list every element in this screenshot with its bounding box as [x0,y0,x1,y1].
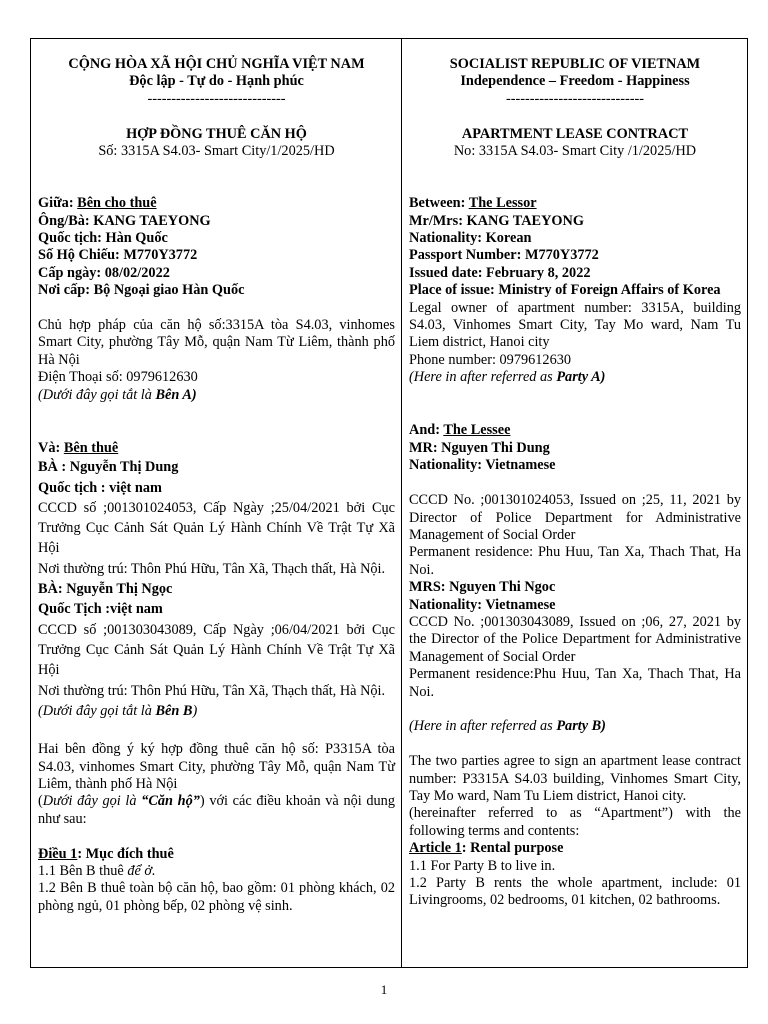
en-contract-title: APARTMENT LEASE CONTRACT [461,125,689,142]
en-between-label: Between: [409,195,469,212]
vi-apartment-definition [38,793,395,828]
vi-party-a-name: Bên A) [155,386,197,403]
en-lessee2-nationality: Nationality: Vietnamese [409,596,556,613]
vi-motto: Độc lập - Tự do - Hạnh phúc [129,73,304,90]
en-party-a-name: Party A) [556,369,606,386]
vi-article1-heading [38,846,395,863]
en-lessor-label: The Lessor [468,195,537,212]
page-number: 1 [380,982,388,997]
en-lessee2-residence: Permanent residence:Phu Huu, Tan Xa, Thach That, Ha Noi. [409,666,741,700]
vi-lessee2-name: BÀ: Nguyễn Thị Ngọc [38,581,173,598]
vi-lessor-label: Bên cho thuê [77,195,157,212]
vi-contract-number: Số: 3315A S4.03- Smart City/1/2025/HD [98,143,335,160]
en-article1-1: 1.1 For Party B to live in. [409,857,556,874]
vietnamese-column [31,39,402,967]
en-party-a-prefix: (Here in after referred as [409,369,557,386]
vi-article1-1-italic: để ở. [127,862,156,879]
en-article1-2: 1.2 Party B rents the whole apartment, include: 01 Livingrooms, 02 bedrooms, 01 kitchen, 02 bathrooms. [409,875,741,909]
en-and-line [409,422,741,439]
vi-apt-italic: Dưới đây gọi là [42,793,142,810]
en-party-b-prefix: (Here in after referred as [409,718,557,735]
vi-lessee2-nationality: Quốc Tịch :việt nam [38,601,163,618]
en-lessor-phone: Phone number: 0979612630 [409,351,572,368]
vi-party-a-prefix: (Dưới đây gọi tắt là [38,386,156,403]
vi-country-heading: CỘNG HÒA XÃ HỘI CHỦ NGHĨA VIỆT NAM [68,56,365,72]
bilingual-contract-table [30,38,748,968]
vi-lessee1-id: CCCD số ;001301024053, Cấp Ngày ;25/04/2021 bởi Cục Trưởng Cục Cảnh Sát Quản Lý Hành Chính Về Trật Tự Xã Hội [38,499,395,557]
vi-lessor-name: Ông/Bà: KANG TAEYONG [38,212,211,229]
en-lessee1-nationality: Nationality: Vietnamese [409,457,556,474]
en-and-label: And: [409,422,444,439]
en-lessee1-residence: Permanent residence: Phu Huu, Tan Xa, Thach That, Ha Noi. [409,544,741,578]
en-between-line [409,195,741,212]
en-party-b-line [409,718,741,735]
vi-apt-suffix: ) với các điều khoản và nội dung như sau: [38,793,395,827]
en-country-heading: SOCIALIST REPUBLIC OF VIETNAM [449,56,701,72]
vi-and-label: Và: [38,439,64,456]
en-motto: Independence – Freedom - Happiness [460,73,690,90]
en-lessor-passport: Passport Number: M770Y3772 [409,247,599,264]
english-column [402,39,747,967]
en-lessor-owner: Legal owner of apartment number: 3315A, building S4.03, Vinhomes Smart City, Tay Mo ward, Nam Tu Liem district, Hanoi city [409,299,741,351]
vi-lessee1-residence: Nơi thường trú: Thôn Phú Hữu, Tân Xã, Thạch thất, Hà Nội. [38,560,386,577]
vi-article1-1 [38,863,395,880]
vi-divider: ----------------------------- [147,90,286,107]
en-lessor-name: Mr/Mrs: KANG TAEYONG [409,212,584,229]
en-article1-number: Article 1 [409,840,462,857]
vi-party-b-line [38,701,395,721]
en-party-a-line [409,369,741,386]
en-contract-number: No: 3315A S4.03- Smart City /1/2025/HD [453,143,697,160]
en-lessee1-name: MR: Nguyen Thi Dung [409,439,550,456]
vi-article1-title: : Mục đích thuê [77,845,174,862]
vi-party-b-name: Bên B [155,702,193,719]
vi-lessee1-nationality: Quốc tịch : việt nam [38,479,162,496]
vi-lessor-passport: Số Hộ Chiếu: M770Y3772 [38,247,198,264]
vi-lessor-place: Nơi cấp: Bộ Ngoại giao Hàn Quốc [38,282,245,299]
en-lessor-issued: Issued date: February 8, 2022 [409,264,591,281]
vi-between-label: Giữa: [38,195,78,212]
vi-lessor-issued: Cấp ngày: 08/02/2022 [38,264,170,281]
en-divider: ----------------------------- [505,90,645,107]
en-lessee2-id: CCCD No. ;001303043089, Issued on ;06, 27, 2021 by the Director of the Police Department for Administrative Management of Social Order [409,613,741,665]
vi-lessee1-name: BÀ : Nguyễn Thị Dung [38,459,179,476]
vi-party-b-prefix: (Dưới đây gọi tắt là [38,702,156,719]
vi-apt-prefix: ( [38,793,43,810]
vi-lessee2-id: CCCD số ;001303043089, Cấp Ngày ;06/04/2021 bởi Cục Trưởng Cục Cảnh Sát Quản Lý Hành Chính Về Trật Tự Xã Hội [38,621,395,679]
vi-and-line [38,440,395,457]
vi-lessee-label: Bên thuê [63,439,119,456]
en-lessor-place: Place of issue: Ministry of Foreign Affairs of Korea [409,282,721,299]
vi-lessor-phone: Điện Thoại số: 0979612630 [38,369,198,386]
en-party-b-name: Party B) [556,718,606,735]
vi-article1-1-prefix: 1.1 Bên B thuê [38,862,128,879]
vi-lessor-nationality: Quốc tịch: Hàn Quốc [38,230,168,247]
en-lessee-label: The Lessee [443,422,511,439]
vi-contract-title: HỢP ĐỒNG THUÊ CĂN HỘ [126,125,307,142]
vi-lessor-owner: Chủ hợp pháp của căn hộ số:3315A tòa S4.03, vinhomes Smart City, phường Tây Mỗ, quận Nam Từ Liêm, thành phố Hà Nội [38,317,395,368]
vi-apt-term: “Căn hộ” [141,793,200,810]
en-agreement: The two parties agree to sign an apartment lease contract number: P3315A S4.03 building, Vinhomes Smart City, Tay Mo ward, Nam Tu Liem district, Hanoi city. [409,753,741,804]
vi-party-b-suffix: ) [192,702,198,719]
vi-article1-number: Điều 1 [38,845,78,862]
en-lessee1-id: CCCD No. ;001301024053, Issued on ;25, 11, 2021 by Director of Police Department for Administrative Management of Social Order [409,492,741,543]
en-lessor-nationality: Nationality: Korean [409,230,532,247]
en-article1-title: : Rental purpose [461,840,564,857]
vi-agreement: Hai bên đồng ý ký hợp đồng thuê căn hộ số: P3315A tòa S4.03, vinhomes Smart City, phường Tây Mỗ, quận Nam Từ Liêm, thành phố Hà Nội [38,741,395,792]
en-apartment-definition: (hereinafter referred to as “Apartment”) with the following terms and contents: [409,805,741,839]
en-lessee2-name: MRS: Nguyen Thi Ngoc [409,579,556,596]
en-article1-heading [409,840,741,857]
vi-article1-2: 1.2 Bên B thuê toàn bộ căn hộ, bao gồm: 01 phòng khách, 02 phòng ngủ, 01 phòng bếp, 02 phòng vệ sinh. [38,880,395,914]
vi-between-line [38,195,395,212]
vi-party-a-line [38,387,395,404]
vi-lessee2-residence: Nơi thường trú: Thôn Phú Hữu, Tân Xã, Thạch thất, Hà Nội. [38,682,386,699]
